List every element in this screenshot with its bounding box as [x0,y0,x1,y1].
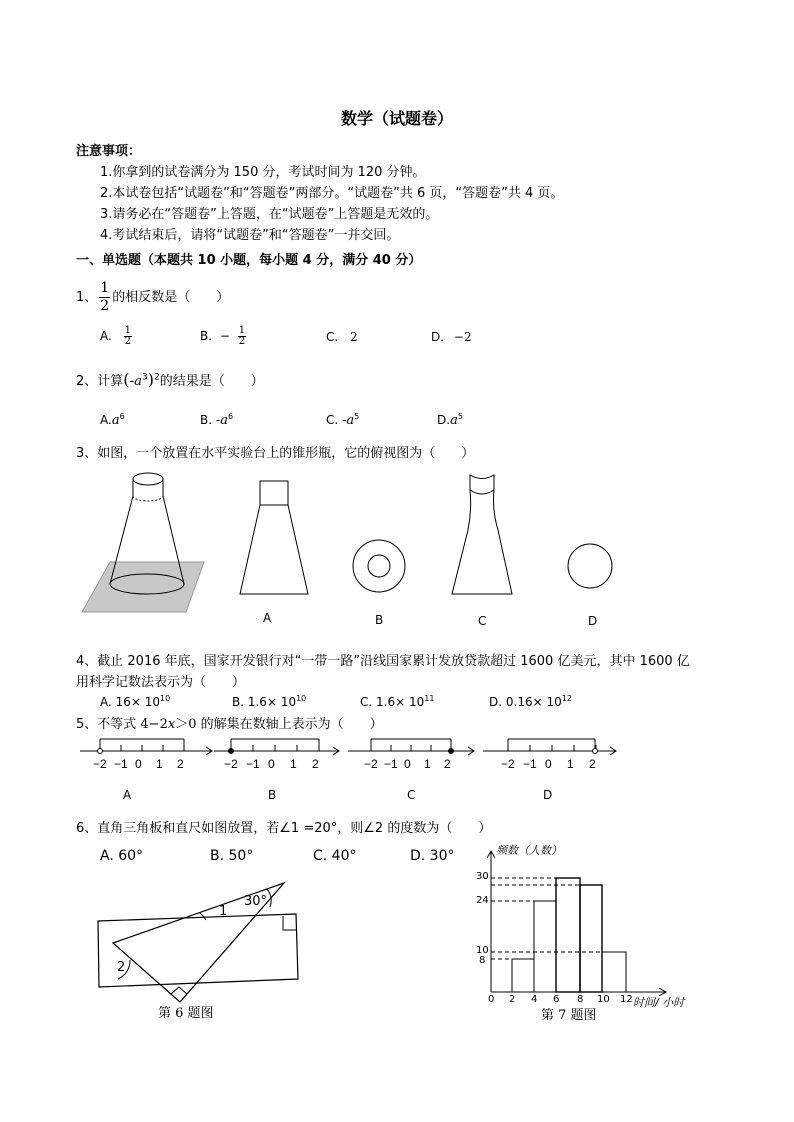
number-line-tick-label: −1 [246,757,260,771]
number-line-option-label[interactable]: D [543,788,553,802]
option-label: D. [437,413,451,427]
fig-label-c: C [478,614,487,628]
option-label: A. 16× 10 [100,695,161,709]
paren-open: ( [123,370,130,389]
option-label: B. [200,329,213,343]
notice-heading: 注意事项： [76,144,142,159]
fraction-denominator: 2 [124,336,132,347]
notice-item-1: 1.你拿到的试卷满分为 150 分，考试时间为 120 分钟。 [100,165,426,180]
exponent: 12 [561,694,572,703]
fig-label-d: D [588,614,598,628]
x-tick-label: 10 [597,994,610,1005]
x-axis-label: 时间/ 小时 [633,996,685,1009]
number-line-tick-label: −1 [384,757,398,771]
fig-label-a: A [263,611,272,625]
notice-item-2: 2.本试卷包括“试题卷”和“答题卷”两部分。“试题卷”共 6 页，“答题卷”共 4 页。 [100,186,564,201]
x-tick-label: 6 [553,994,560,1005]
variable-a: a [450,413,458,428]
question-6: 6、直角三角板和直尺如图放置，若∠1 =20°，则∠2 的度数为（ ） [76,821,492,836]
question-number: 1、 [76,290,98,305]
option-label: B. 1.6× 10 [232,695,297,709]
number-line-tick-label: 0 [135,757,142,771]
inequality-left: 4−2 [140,717,168,732]
option-value: 2 [350,330,358,344]
x-tick-label: 12 [620,994,633,1005]
x-tick-label: 8 [577,994,584,1005]
number-line-tick-label: −1 [523,757,537,771]
option-label: B. - [200,413,221,427]
fraction-numerator: 1 [124,325,132,336]
fraction-denominator: 2 [238,336,246,347]
bar-4-6 [534,901,556,992]
number-line-tick-label: 2 [312,757,319,771]
angle-1-label: 1 [219,904,228,919]
y-tick-label: 8 [479,955,486,966]
number-line-tick-label: 2 [589,757,596,771]
question-suffix: 的解集在数轴上表示为（ ） [196,717,383,732]
option-label: C. - [326,413,347,427]
inequality-right: ＞0 [175,717,197,732]
question-text: 的相反数是（ ） [112,290,230,305]
x-tick-label: 2 [509,994,516,1005]
option-d[interactable]: D. 30° [410,848,455,864]
option-label: C. [326,330,339,344]
variable-a: a [346,413,355,428]
number-line-tick-label: −2 [93,757,107,771]
angle-2-label: 2 [117,960,126,975]
paren-close: ) [147,370,154,389]
option-label: D. [431,330,445,344]
fig-label-b: B [375,613,384,627]
option-label: A. [100,413,112,427]
notice-item-4: 4.考试结束后，请将“试题卷”和“答题卷”一并交回。 [100,228,400,243]
y-axis-label: 频数（人数） [496,844,562,857]
number-line-tick-label: 0 [404,757,411,771]
exponent: 6 [119,412,125,421]
exponent: 10 [296,694,307,703]
question-4-line2: 用科学记数法表示为（ ） [76,675,246,690]
number-line-tick-label: 0 [545,757,552,771]
y-tick-label: 10 [476,945,489,956]
variable-a: a [220,413,228,428]
exponent: 5 [457,412,463,421]
fraction-numerator: 1 [100,280,110,296]
fraction-numerator: 1 [238,325,246,336]
question-4-line1: 4、截止 2016 年底，国家开发银行对“一带一路”沿线国家累计发放贷款超过 1600 亿美元，其中 1600 亿 [76,654,690,669]
variable-x: x [167,717,176,732]
option-label: D. 0.16× 10 [489,695,562,709]
number-line-tick-label: −2 [364,757,378,771]
option-a[interactable]: A. 60° [100,848,144,864]
number-line-tick-label: −2 [224,757,238,771]
y-tick-label: 24 [476,895,489,906]
minus-sign: - [129,374,135,389]
number-line-tick-label: 0 [268,757,275,771]
number-line-tick-label: 1 [290,757,297,771]
y-tick-label: 30 [476,871,489,882]
page-title: 数学（试题卷） [340,109,453,128]
option-b[interactable]: B. 50° [210,848,254,864]
question-3: 3、如图，一个放置在水平实验台上的锥形瓶，它的俯视图为（ ） [76,446,475,461]
notice-item-3: 3.请务必在“答题卷”上答题，在“试题卷”上答题是无效的。 [100,207,439,222]
number-line-option-label[interactable]: C [407,788,416,802]
option-label: A. [100,329,112,343]
exponent: 11 [424,694,435,703]
question-text: 的结果是（ ） [159,374,264,389]
variable-a: a [111,413,120,428]
exponent: 3 [142,372,148,383]
number-line-tick-label: 2 [444,757,451,771]
exponent: 2 [153,372,160,383]
variable-a: a [134,374,142,389]
bar-8-10 [580,885,602,992]
exponent: 10 [160,694,171,703]
bar-2-4 [512,959,534,992]
bar-6-8 [556,878,580,992]
number-line-tick-label: −2 [501,757,515,771]
number-line-tick-label: −1 [114,757,128,771]
exponent: 5 [354,412,360,421]
question-prefix: 5、不等式 [76,717,141,732]
option-c[interactable]: C. 40° [313,848,357,864]
number-line-tick-label: 1 [156,757,163,771]
fig6-caption: 第 6 题图 [158,1006,214,1021]
number-line-tick-label: 1 [424,757,431,771]
section-heading: 一、单选题（本题共 10 小题，每小题 4 分，满分 40 分） [76,253,422,268]
number-line-option-label[interactable]: A [123,788,132,802]
fraction-denominator: 2 [100,298,110,314]
x-tick-label: 4 [531,994,538,1005]
number-line-tick-label: 2 [177,757,184,771]
option-value: −2 [453,330,472,344]
option-label: C. 1.6× 10 [360,695,425,709]
exponent: 6 [227,412,234,421]
bar-10-12 [602,952,626,992]
question-number: 2、计算 [76,374,124,389]
number-line-tick-label: 1 [567,757,574,771]
x-tick-label: 0 [488,994,495,1005]
fig7-caption: 第 7 题图 [541,1008,597,1023]
angle-30-label: 30° [244,894,268,909]
minus-sign: − [219,329,230,343]
number-line-option-label[interactable]: B [268,788,277,802]
